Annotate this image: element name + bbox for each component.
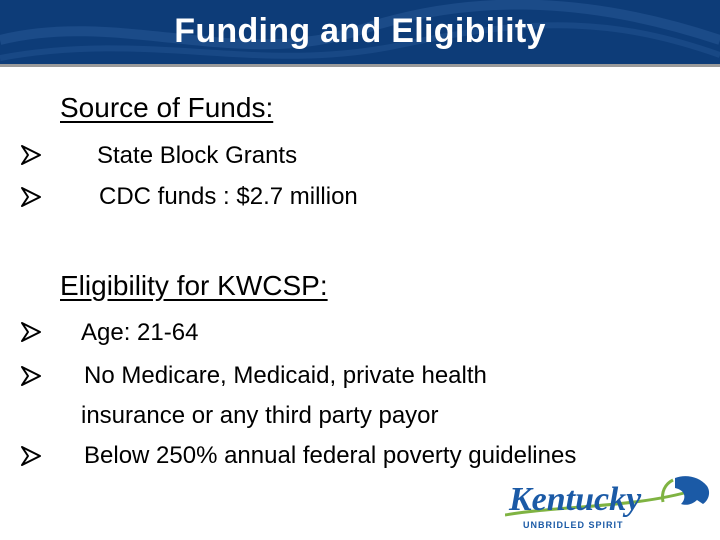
section-heading-eligibility: Eligibility for KWCSP:	[60, 270, 328, 301]
list-item: CDC funds : $2.7 million	[99, 183, 358, 210]
bullet-arrow-icon	[20, 143, 42, 171]
slide-header	[0, 0, 720, 64]
slide-title: Funding and Eligibility	[174, 12, 546, 50]
list-item: No Medicare, Medicaid, private health	[84, 362, 487, 389]
horse-head-icon	[662, 476, 709, 505]
bullet-arrow-icon	[20, 320, 42, 348]
bullet-arrow-icon	[20, 444, 42, 472]
bullet-arrow-icon	[20, 185, 42, 213]
section-heading-funds: Source of Funds:	[60, 92, 274, 123]
list-item-continuation: insurance or any third party payor	[81, 402, 439, 429]
logo-wordmark: Kentucky	[509, 481, 642, 518]
list-item: Below 250% annual federal poverty guidelines	[84, 442, 577, 469]
header-divider	[0, 64, 720, 67]
bullet-arrow-icon	[20, 364, 42, 392]
list-item: State Block Grants	[97, 142, 298, 169]
list-item: Age: 21-64	[81, 319, 199, 346]
logo-tagline: UNBRIDLED SPIRIT	[523, 520, 624, 530]
kentucky-logo	[505, 470, 715, 532]
